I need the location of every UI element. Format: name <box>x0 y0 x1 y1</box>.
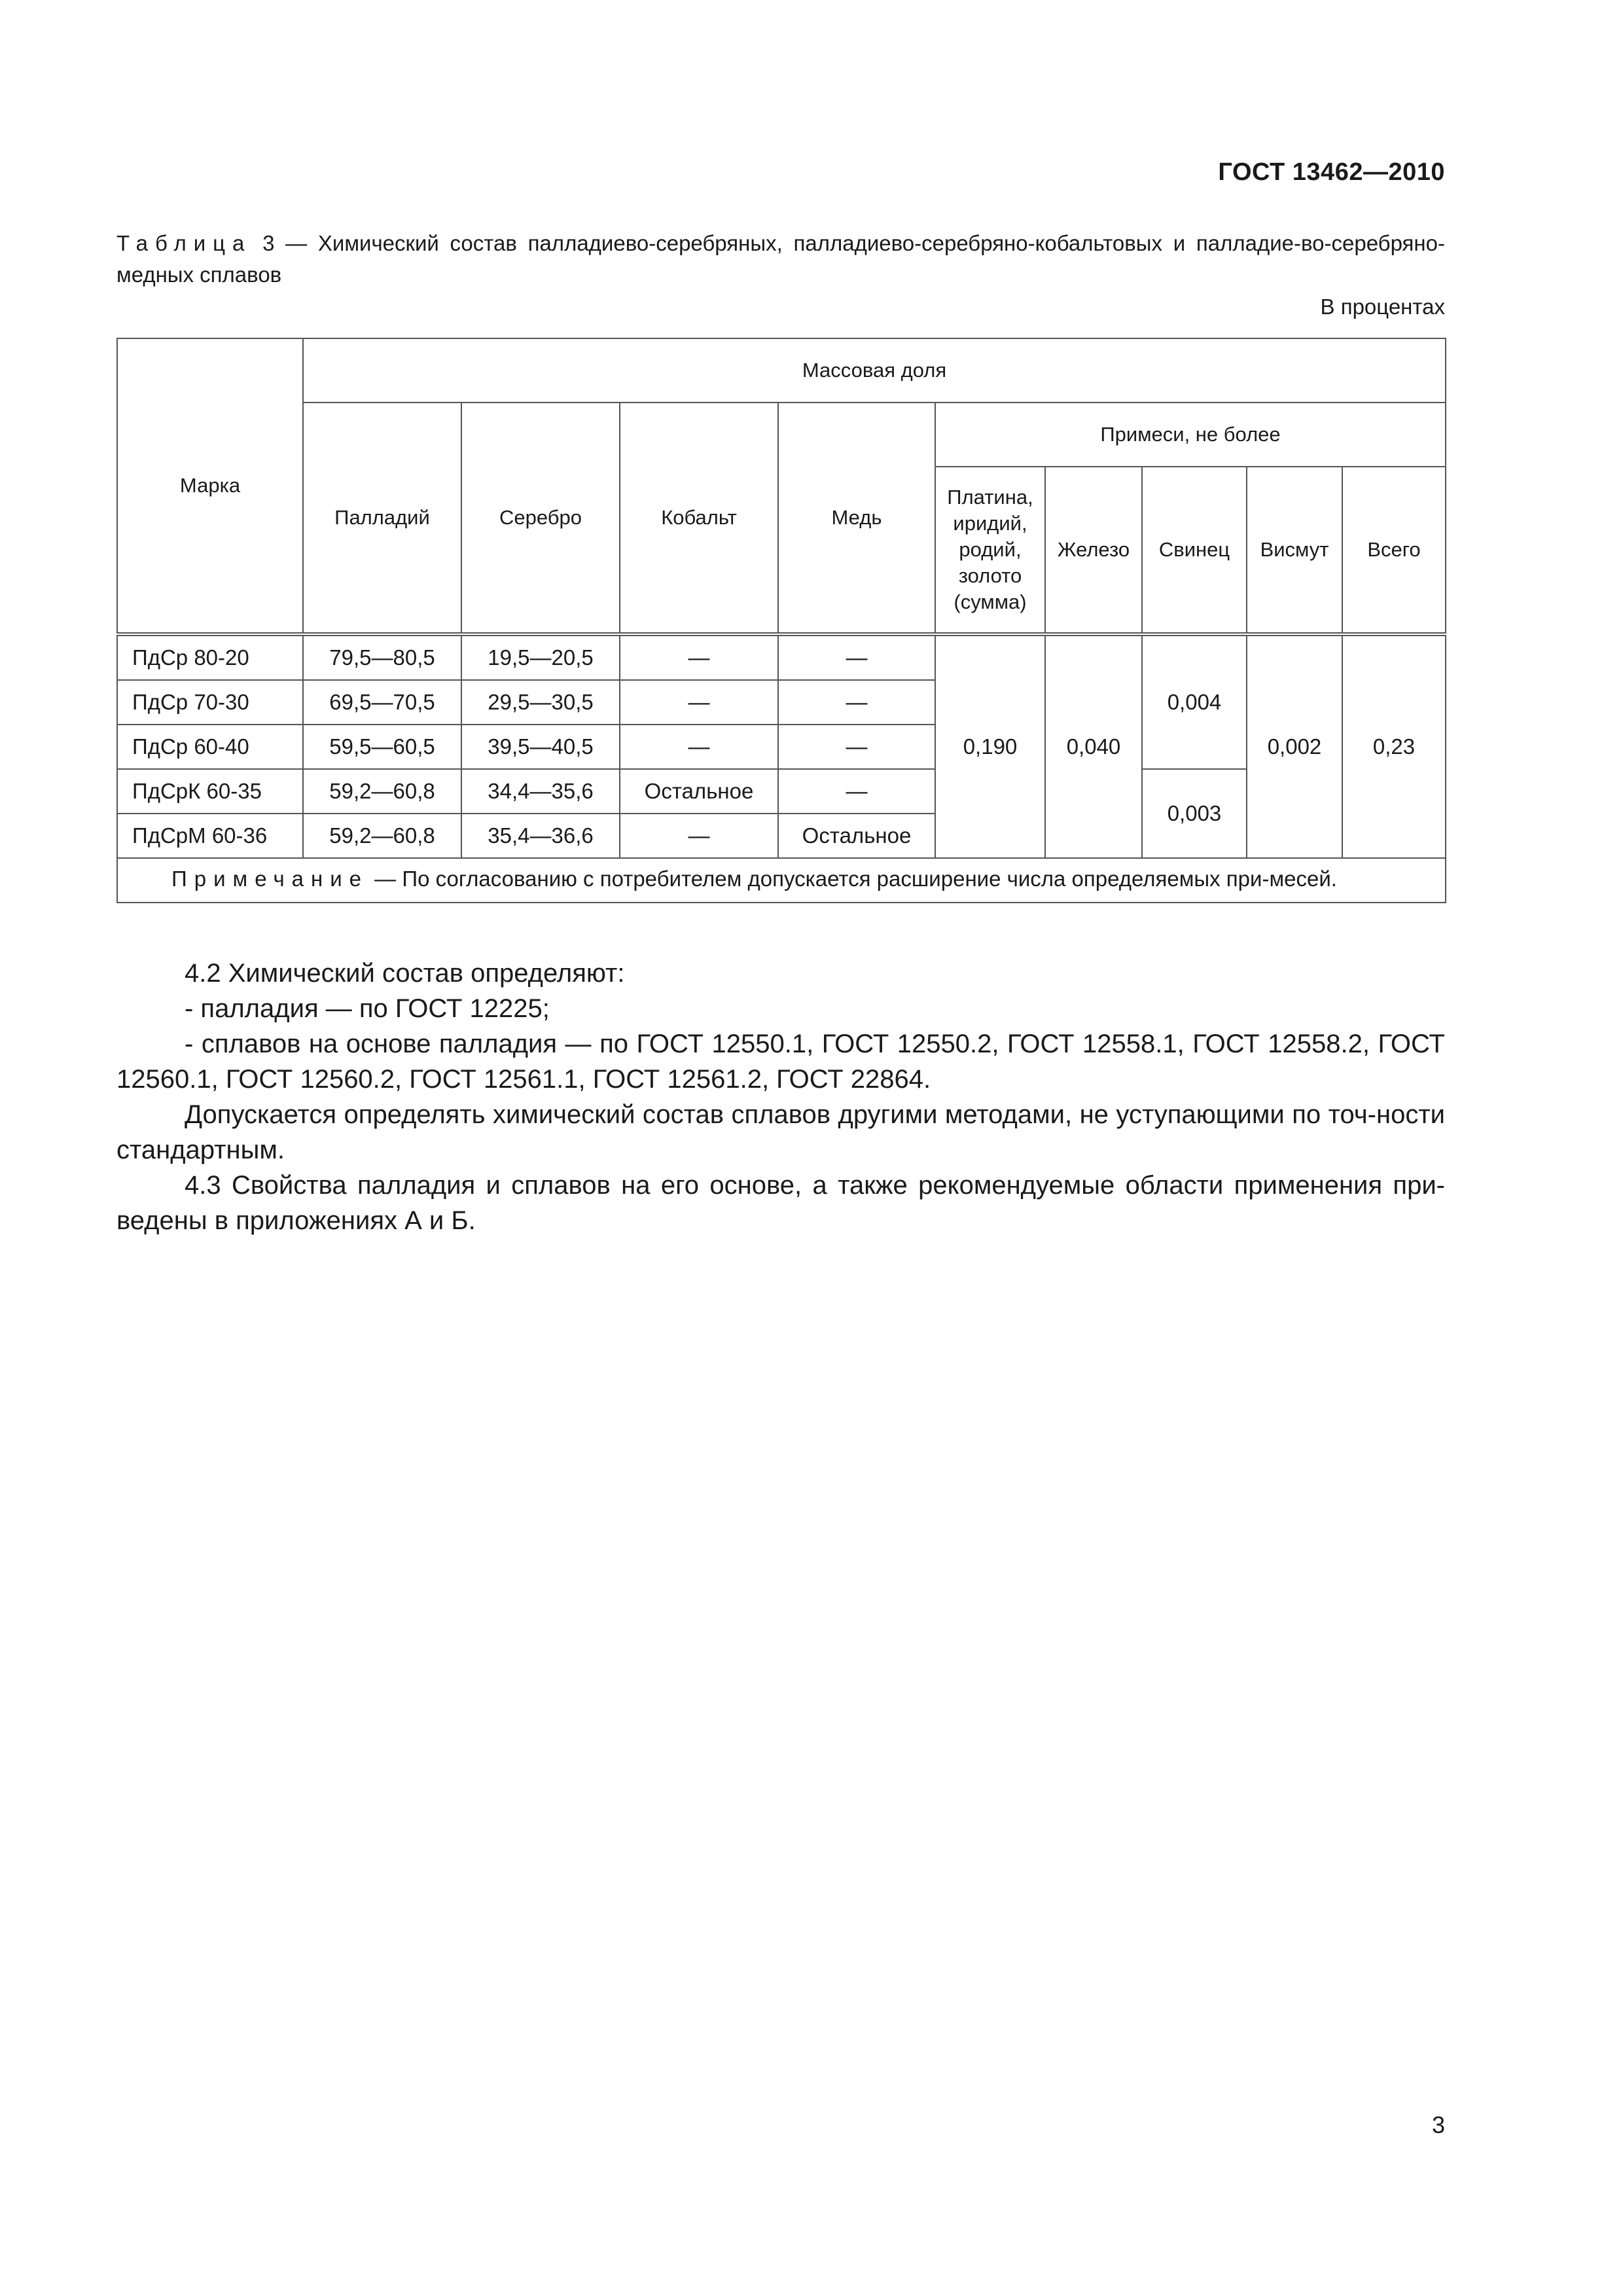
table-row <box>117 634 1446 680</box>
header-iron: Железо <box>1045 467 1142 634</box>
cell-silver: 35,4—36,6 <box>461 814 620 858</box>
header-mass-fraction: Массовая доля <box>303 338 1446 403</box>
table-units: В процентах <box>1320 295 1445 319</box>
table-note-text: — По согласованию с потребителем допускается расширение числа определяемых при-месей. <box>368 867 1337 891</box>
cell-platinum-group: 0,190 <box>935 634 1045 858</box>
cell-mark: ПдСрК 60-35 <box>117 769 303 814</box>
cell-cobalt: — <box>620 680 778 725</box>
header-impurities: Примеси, не более <box>935 403 1446 467</box>
table-caption <box>116 228 1445 291</box>
table-caption-text: 3 — Химический состав палладиево-серебряных, палладиево-серебряно-кобальтовых и палладие-во-серебряно-медных сплавов <box>116 231 1445 287</box>
table-row <box>117 769 1446 814</box>
cell-total: 0,23 <box>1342 634 1446 858</box>
cell-copper: — <box>778 634 935 680</box>
cell-iron: 0,040 <box>1045 634 1142 858</box>
header-palladium: Палладий <box>303 403 461 634</box>
body-text <box>116 956 1445 1238</box>
paragraph-alloys-method: - сплавов на основе палладия — по ГОСТ 12550.1, ГОСТ 12550.2, ГОСТ 12558.1, ГОСТ 12558.2, ГОСТ 12560.1, ГОСТ 12560.2, ГОСТ 12561.1, ГОСТ 12561.2, ГОСТ 22864. <box>116 1030 1445 1094</box>
cell-mark: ПдСр 70-30 <box>117 680 303 725</box>
cell-mark: ПдСр 80-20 <box>117 634 303 680</box>
paragraph-4-2: 4.2 Химический состав определяют: <box>185 959 625 988</box>
cell-lead-second: 0,003 <box>1142 769 1247 858</box>
cell-copper: — <box>778 769 935 814</box>
header-lead: Свинец <box>1142 467 1247 634</box>
cell-palladium: 79,5—80,5 <box>303 634 461 680</box>
cell-cobalt: — <box>620 634 778 680</box>
table-note-label: Примечание <box>171 867 369 891</box>
paragraph-palladium-method: - палладия — по ГОСТ 12225; <box>185 994 550 1023</box>
cell-palladium: 59,2—60,8 <box>303 769 461 814</box>
cell-mark: ПдСрМ 60-36 <box>117 814 303 858</box>
cell-cobalt: Остальное <box>620 769 778 814</box>
header-platinum-group: Платина, иридий, родий, золото (сумма) <box>935 467 1045 634</box>
table-caption-label: Таблица <box>116 231 252 255</box>
cell-palladium: 59,5—60,5 <box>303 725 461 769</box>
standard-number: ГОСТ 13462—2010 <box>1218 158 1445 186</box>
cell-silver: 29,5—30,5 <box>461 680 620 725</box>
cell-lead-first: 0,004 <box>1142 634 1247 769</box>
cell-palladium: 59,2—60,8 <box>303 814 461 858</box>
paragraph-other-methods: Допускается определять химический состав сплавов другими методами, не уступающими по точ-ности стандартным. <box>116 1100 1445 1164</box>
header-mark: Марка <box>117 338 303 634</box>
paragraph-4-3: 4.3 Свойства палладия и сплавов на его основе, а также рекомендуемые области применения при-ведены в приложениях А и Б. <box>116 1171 1445 1235</box>
cell-copper: — <box>778 725 935 769</box>
cell-palladium: 69,5—70,5 <box>303 680 461 725</box>
page-number: 3 <box>1431 2111 1445 2138</box>
header-copper: Медь <box>778 403 935 634</box>
header-total: Всего <box>1342 467 1446 634</box>
cell-bismuth: 0,002 <box>1247 634 1342 858</box>
table-note <box>117 858 1446 903</box>
cell-copper: — <box>778 680 935 725</box>
cell-silver: 34,4—35,6 <box>461 769 620 814</box>
cell-silver: 19,5—20,5 <box>461 634 620 680</box>
header-silver: Серебро <box>461 403 620 634</box>
cell-cobalt: — <box>620 725 778 769</box>
cell-silver: 39,5—40,5 <box>461 725 620 769</box>
cell-mark: ПдСр 60-40 <box>117 725 303 769</box>
cell-copper: Остальное <box>778 814 935 858</box>
chemical-composition-table <box>116 338 1446 903</box>
header-cobalt: Кобальт <box>620 403 778 634</box>
cell-cobalt: — <box>620 814 778 858</box>
header-bismuth: Висмут <box>1247 467 1342 634</box>
